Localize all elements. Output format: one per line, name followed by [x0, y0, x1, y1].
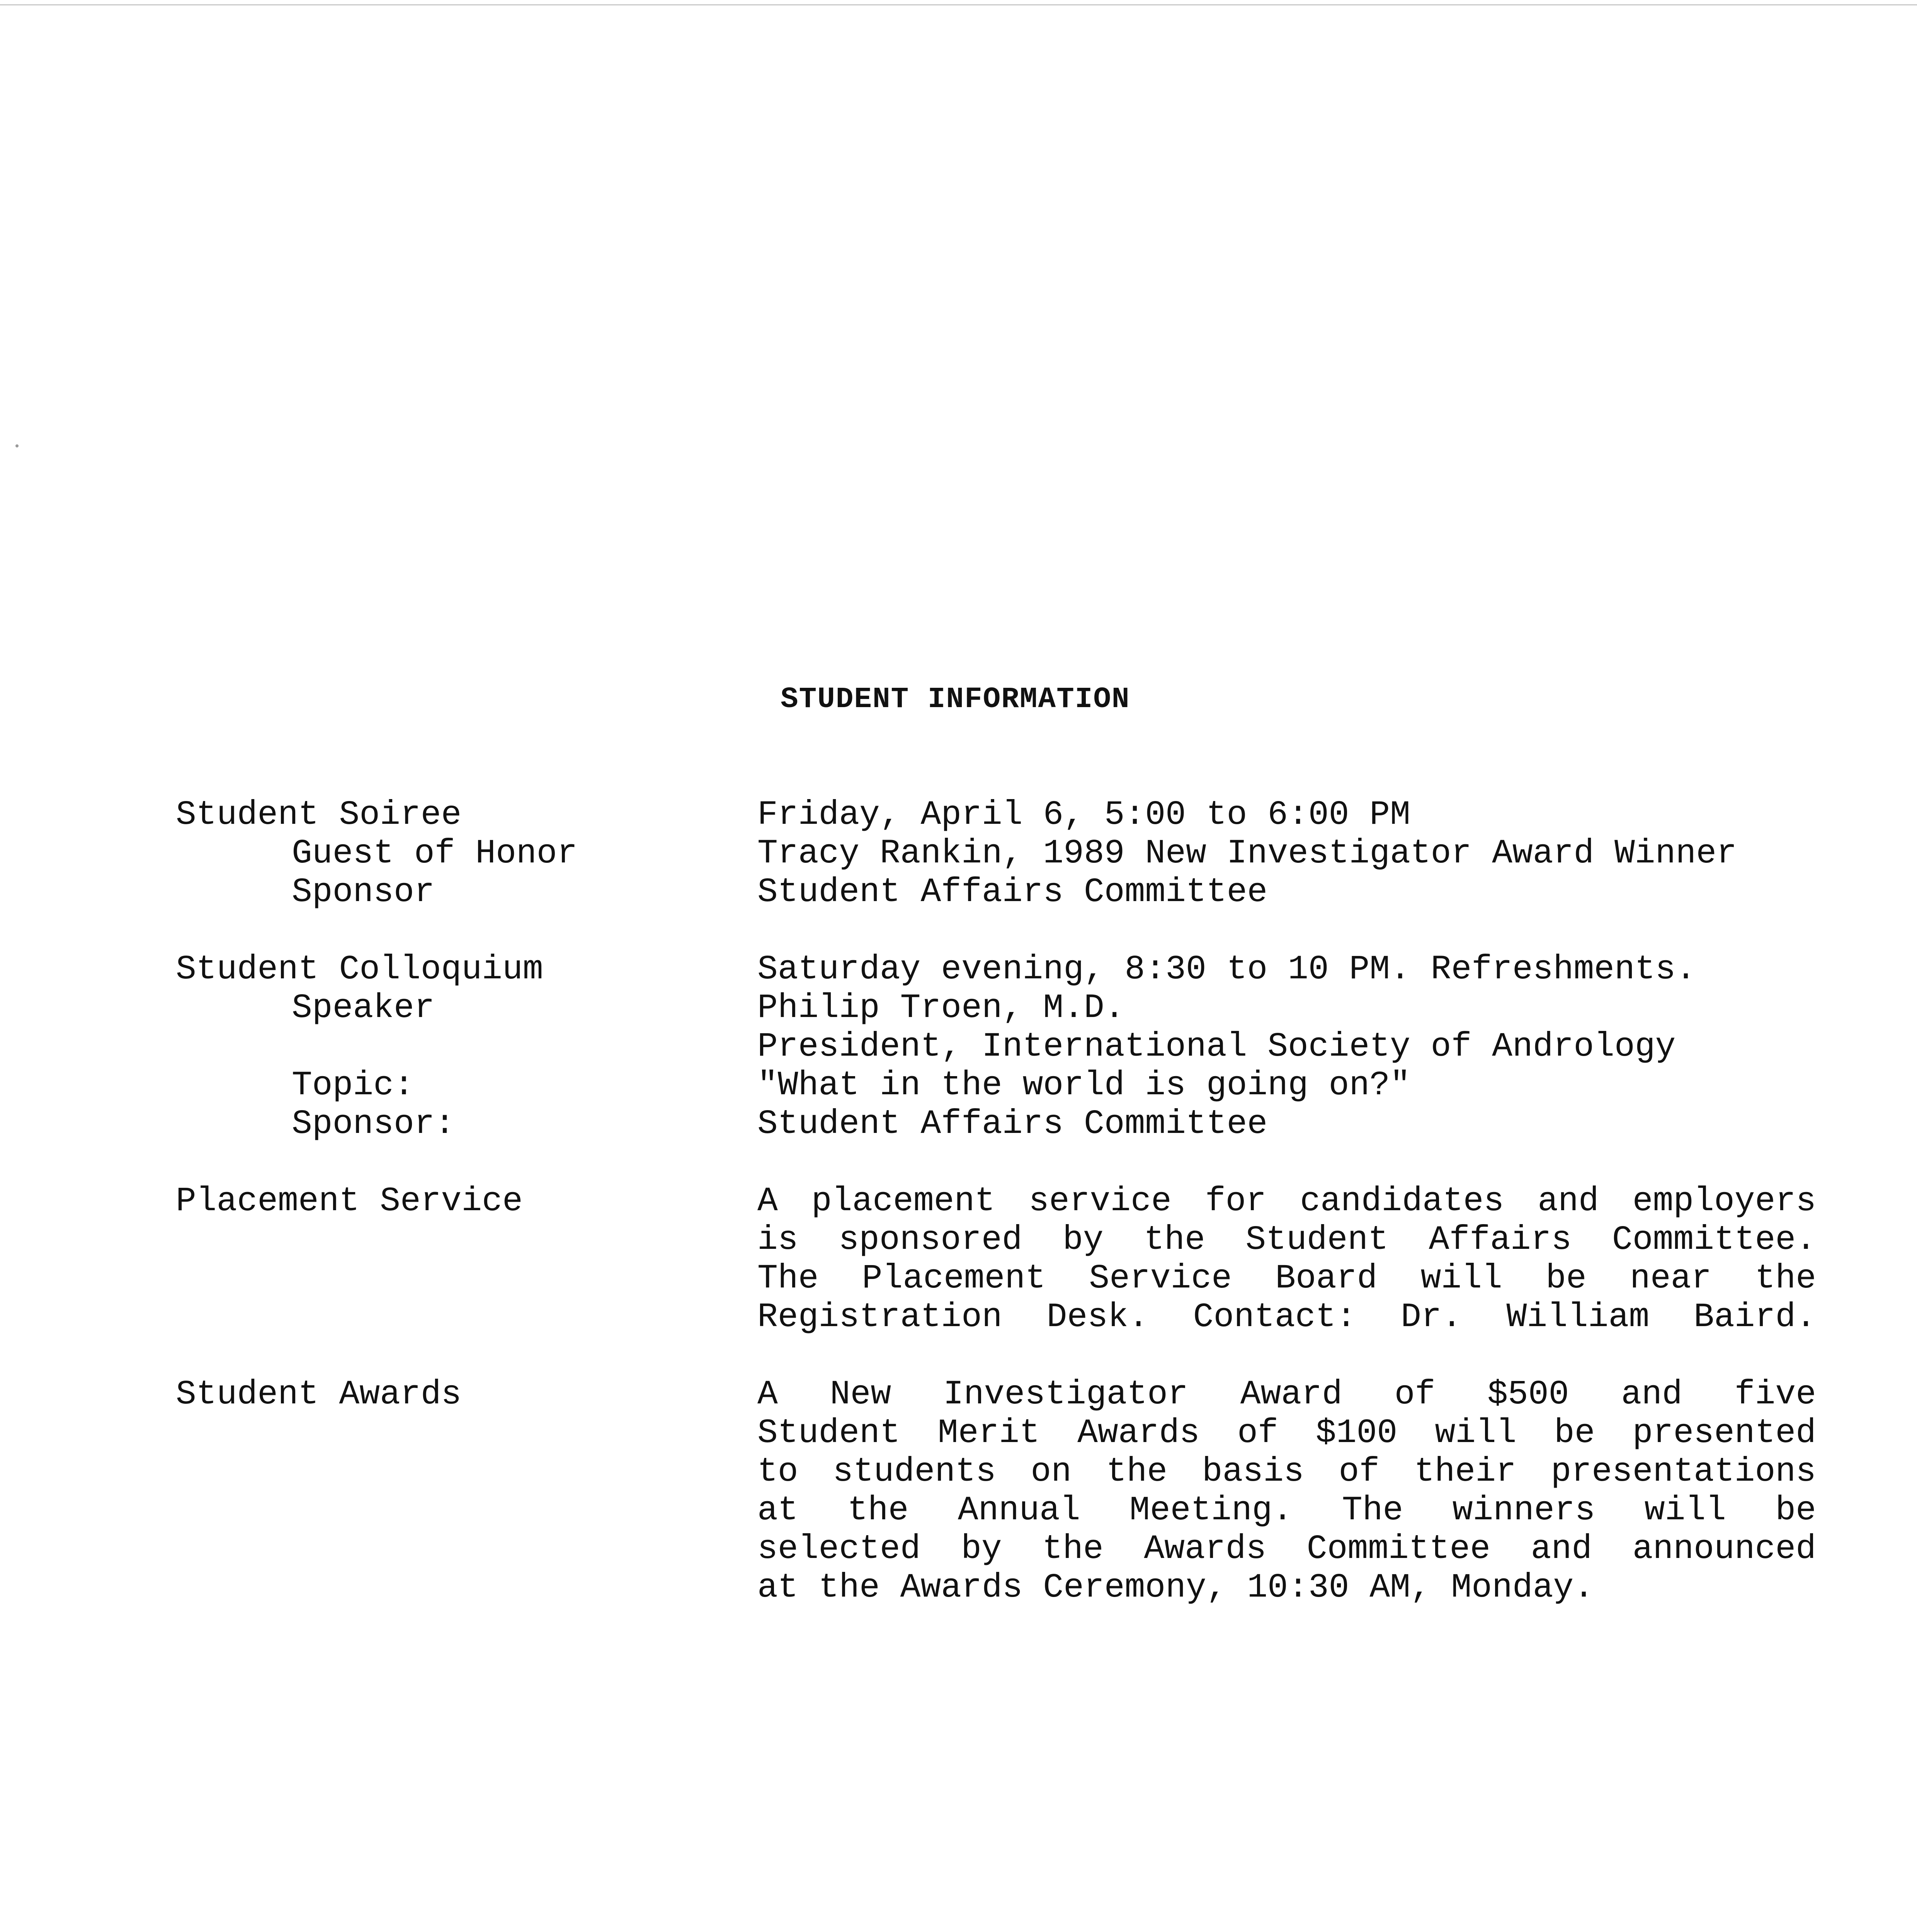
placement-text-line: A placement service for candidates and employers	[757, 1182, 1816, 1221]
awards-text-line: A New Investigator Award of $500 and five	[757, 1376, 1816, 1414]
colloquium-speaker-line: Philip Troen, M.D.	[757, 989, 1125, 1027]
colloquium-sponsor-line: Student Affairs Committee	[757, 1105, 1268, 1143]
page-title: STUDENT INFORMATION	[781, 683, 1130, 716]
section-label-placement-service: Placement Service	[176, 1182, 523, 1221]
colloquium-time-line: Saturday evening, 8:30 to 10 PM. Refreshments.	[757, 951, 1696, 989]
awards-text-line: to students on the basis of their presentations	[757, 1453, 1816, 1491]
colloquium-topic-line: "What in the world is going on?"	[757, 1066, 1410, 1105]
soiree-sponsor-line: Student Affairs Committee	[757, 873, 1268, 912]
scan-speck	[15, 444, 19, 447]
sub-label-sponsor-colloquium: Sponsor:	[292, 1105, 455, 1143]
page-top-edge	[0, 0, 1917, 5]
placement-text-line: Registration Desk. Contact: Dr. William Baird.	[757, 1298, 1816, 1337]
sub-label-speaker: Speaker	[292, 989, 435, 1027]
sub-label-sponsor: Sponsor	[292, 873, 435, 912]
awards-text-line: Student Merit Awards of $100 will be presented	[757, 1414, 1816, 1452]
awards-text-line: at the Annual Meeting. The winners will be	[757, 1492, 1816, 1530]
sub-label-topic: Topic:	[292, 1066, 414, 1105]
section-label-student-awards: Student Awards	[176, 1376, 462, 1414]
soiree-date-line: Friday, April 6, 5:00 to 6:00 PM	[757, 796, 1410, 834]
section-label-student-colloquium: Student Colloquium	[176, 951, 543, 989]
sub-label-guest-of-honor: Guest of Honor	[292, 835, 578, 873]
awards-text-line: selected by the Awards Committee and announced	[757, 1530, 1816, 1568]
placement-text-line: The Placement Service Board will be near the	[757, 1260, 1816, 1298]
section-label-student-soiree: Student Soiree	[176, 796, 462, 834]
placement-text-line: is sponsored by the Student Affairs Committee.	[757, 1221, 1816, 1259]
soiree-guest-line: Tracy Rankin, 1989 New Investigator Award Winner	[757, 835, 1737, 873]
awards-text-line: at the Awards Ceremony, 10:30 AM, Monday.	[757, 1569, 1594, 1607]
colloquium-speaker-title-line: President, International Society of Andrology	[757, 1028, 1676, 1066]
